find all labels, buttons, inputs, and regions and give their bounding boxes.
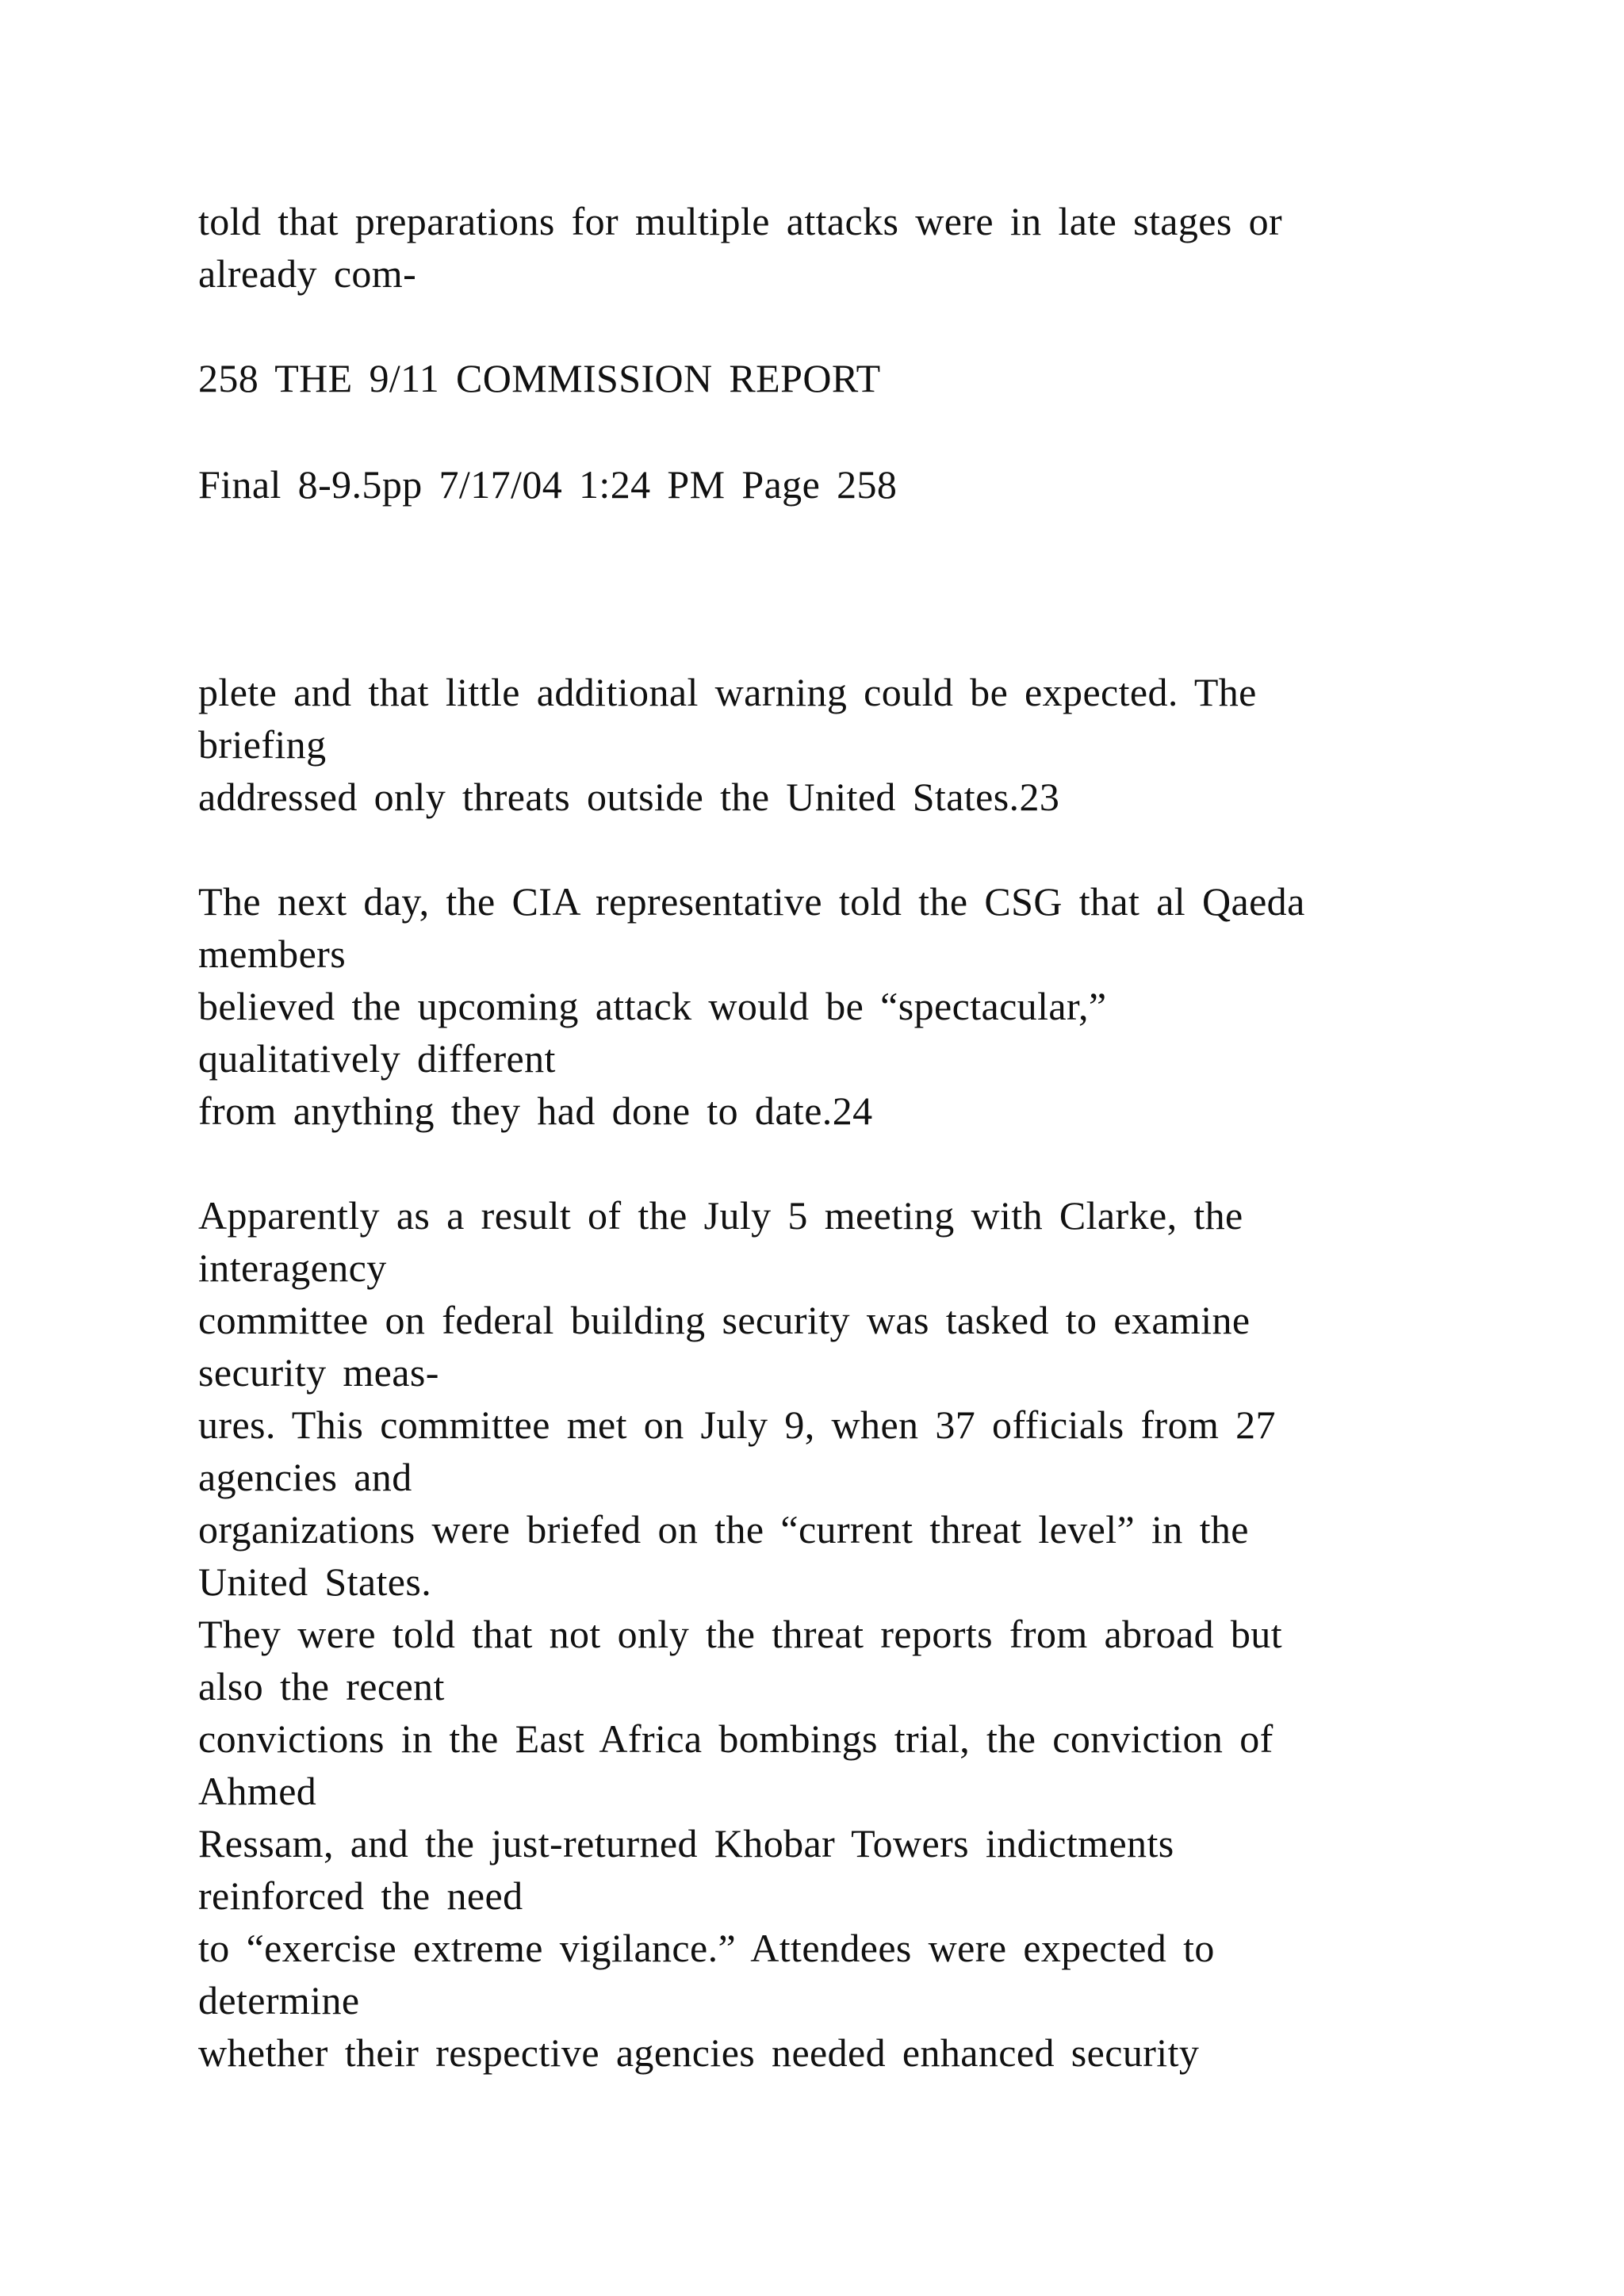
text-line: Ressam, and the just-returned Khobar Towers indictments xyxy=(198,1821,1174,1866)
text-line: committee on federal building security was tasked to examine xyxy=(198,1298,1251,1342)
text-line: organizations were briefed on the “current threat level” in the xyxy=(198,1507,1249,1552)
text-line: security meas- xyxy=(198,1350,439,1395)
text-line: reinforced the need xyxy=(198,1873,523,1918)
text-line: briefing xyxy=(198,722,327,767)
text-line: qualitatively different xyxy=(198,1036,556,1081)
text-line: members xyxy=(198,932,347,976)
text-line: Ahmed xyxy=(198,1769,317,1813)
text-line: interagency xyxy=(198,1246,387,1290)
text-line: agencies and xyxy=(198,1455,412,1499)
text-line: to “exercise extreme vigilance.” Attendees were expected to xyxy=(198,1926,1215,1970)
text-line: plete and that little additional warning could be expected. The xyxy=(198,670,1257,714)
text-line: convictions in the East Africa bombings trial, the conviction of xyxy=(198,1716,1274,1761)
text-line: whether their respective agencies needed enhanced security xyxy=(198,2030,1200,2075)
text-line: determine xyxy=(198,1978,360,2022)
text-line: believed the upcoming attack would be “spectacular,” xyxy=(198,984,1107,1028)
text-line: Apparently as a result of the July 5 meeting with Clarke, the xyxy=(198,1193,1243,1238)
text-line: already com- xyxy=(198,251,417,296)
running-header: 258 THE 9/11 COMMISSION REPORT xyxy=(198,356,881,400)
text-line: told that preparations for multiple attacks were in late stages or xyxy=(198,199,1283,243)
text-line: They were told that not only the threat reports from abroad but xyxy=(198,1612,1282,1656)
text-line: The next day, the CIA representative told the CSG that al Qaeda xyxy=(198,879,1305,924)
text-line: also the recent xyxy=(198,1664,445,1709)
text-line: addressed only threats outside the United States.23 xyxy=(198,775,1060,819)
text-line: ures. This committee met on July 9, when 37 officials from 27 xyxy=(198,1402,1276,1447)
text-line: United States. xyxy=(198,1559,432,1604)
text-line: from anything they had done to date.24 xyxy=(198,1089,873,1133)
print-slug: Final 8-9.5pp 7/17/04 1:24 PM Page 258 xyxy=(198,462,898,507)
